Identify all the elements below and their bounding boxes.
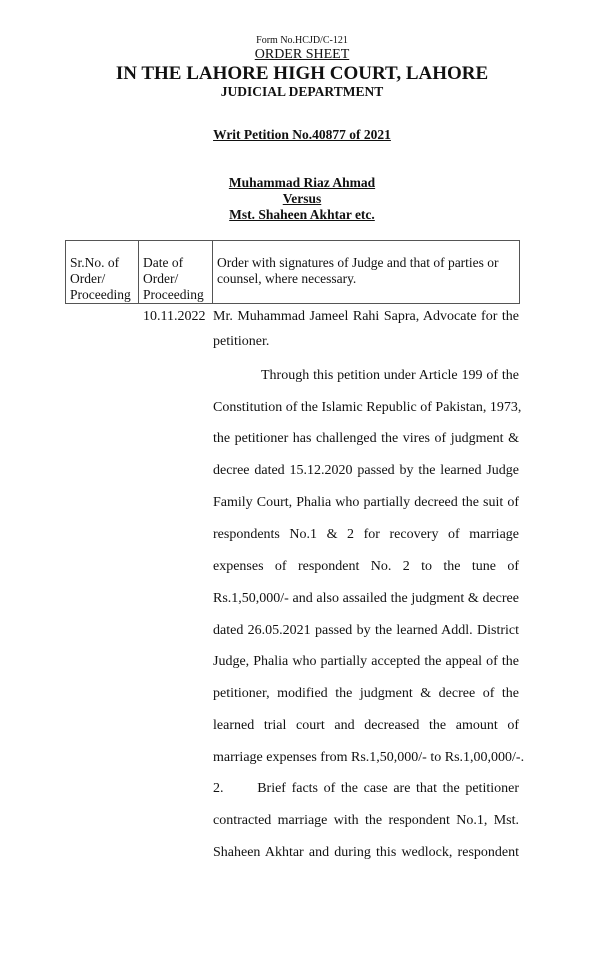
order-line: Shaheen Akhtar and during this wedlock, respondent — [213, 845, 519, 860]
col-order: Order with signatures of Judge and that of parties or counsel, where necessary. — [213, 241, 520, 304]
order-line: Through this petition under Article 199 of the — [261, 368, 519, 383]
department: JUDICIAL DEPARTMENT — [220, 84, 384, 99]
order-line: expenses of respondent No. 2 to the tune of — [213, 559, 519, 574]
order-table-header — [65, 240, 520, 304]
order-line: petitioner. — [213, 334, 270, 349]
petitioner-name: Muhammad Riaz Ahmad — [228, 175, 376, 190]
order-line: Mr. Muhammad Jameel Rahi Sapra, Advocate for the — [213, 309, 519, 324]
order-line: marriage expenses from Rs.1,50,000/- to Rs.1,00,000/-. — [213, 750, 525, 765]
order-line: contracted marriage with the respondent No.1, Mst. — [213, 813, 519, 828]
order-line: the petitioner has challenged the vires of judgment & — [213, 431, 519, 446]
respondent-name: Mst. Shaheen Akhtar etc. — [229, 207, 375, 222]
order-date: 10.11.2022 — [143, 309, 206, 324]
order-line: Constitution of the Islamic Republic of Pakistan, 1973, — [213, 400, 522, 415]
order-line: 2. Brief facts of the case are that the petitioner — [213, 781, 519, 796]
order-line: Judge, Phalia who partially accepted the appeal of the — [213, 654, 519, 669]
order-line: Family Court, Phalia who partially decreed the suit of — [213, 495, 519, 510]
col-sr-no: Sr.No. of Order/ Proceeding — [66, 241, 139, 304]
order-line: petitioner, modified the judgment & decree of the — [213, 686, 519, 701]
court-name: IN THE LAHORE HIGH COURT, LAHORE — [115, 63, 489, 84]
case-number: Writ Petition No.40877 of 2021 — [213, 127, 391, 142]
order-sheet-title: ORDER SHEET — [254, 47, 350, 62]
form-number: Form No.HCJD/C-121 — [256, 35, 348, 46]
order-line: decree dated 15.12.2020 passed by the learned Judge — [213, 463, 519, 478]
order-line: dated 26.05.2021 passed by the learned Addl. District — [213, 623, 519, 638]
order-line: respondents No.1 & 2 for recovery of marriage — [213, 527, 519, 542]
versus: Versus — [282, 191, 322, 206]
col-date: Date of Order/ Proceeding — [139, 241, 213, 304]
order-line: Rs.1,50,000/- and also assailed the judgment & decree — [213, 591, 519, 606]
order-line: learned trial court and decreased the amount of — [213, 718, 519, 733]
